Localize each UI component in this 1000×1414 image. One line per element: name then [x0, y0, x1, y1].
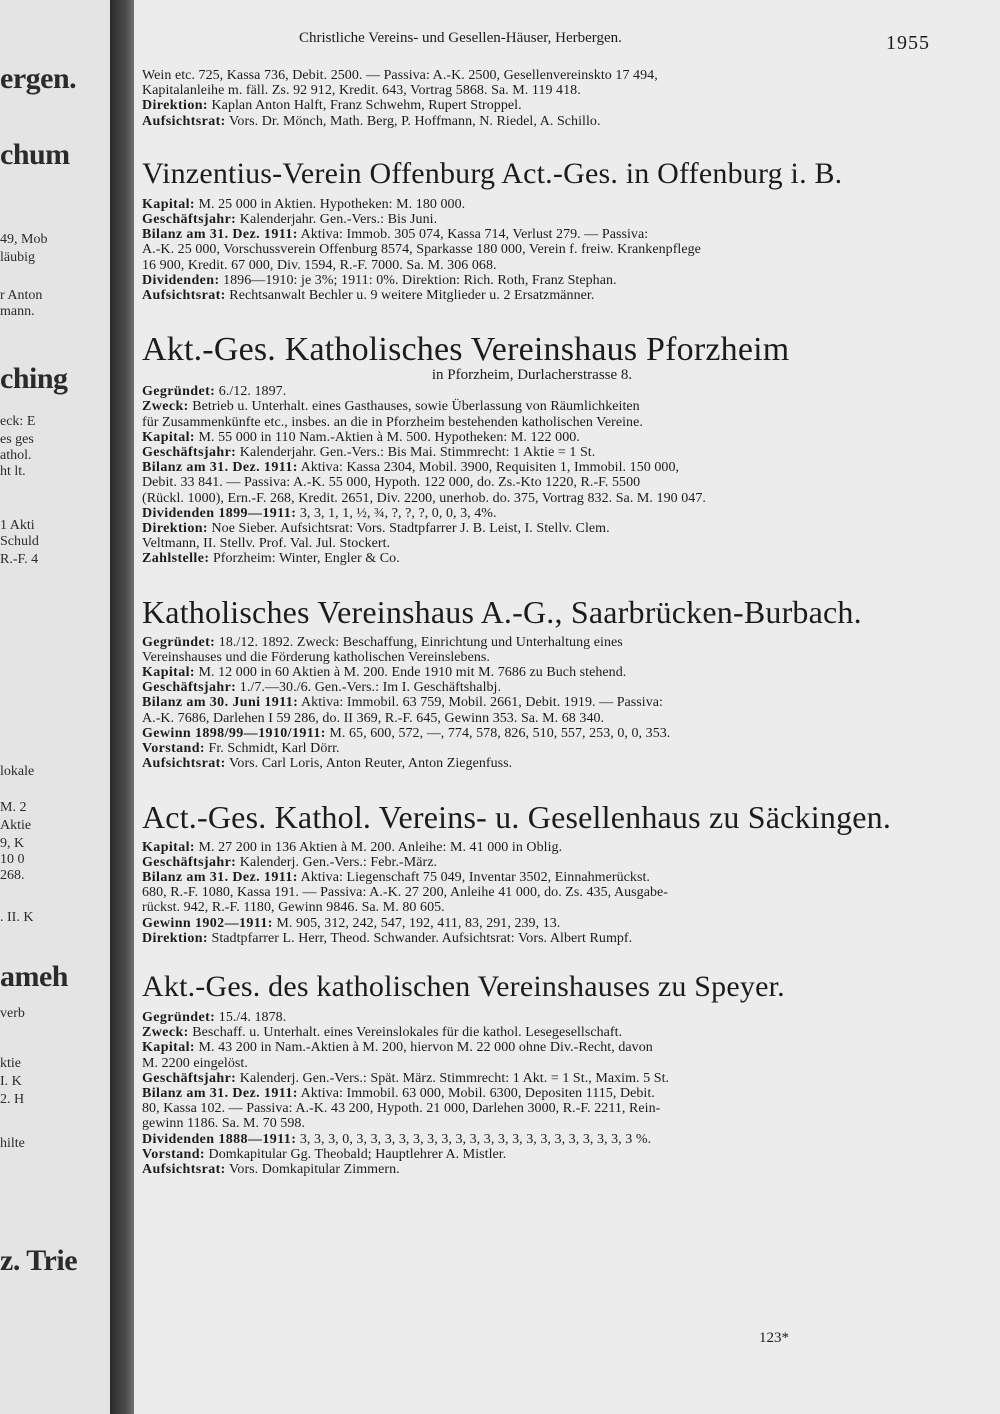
left-page-fragment: läubig	[0, 250, 35, 265]
entry-line	[142, 227, 934, 242]
entry-line	[142, 1025, 934, 1040]
field-text: Aktiva: Kassa 2304, Mobil. 3900, Requisiten 1, Immobil. 150 000,	[297, 460, 680, 476]
field-text: Rechtsanwalt Bechler u. 9 weitere Mitglieder u. 2 Ersatzmänner.	[225, 288, 595, 304]
field-text: Kalenderj. Gen.-Vers.: Spät. März. Stimmrecht: 1 Akt. = 1 St., Maxim. 5 St.	[236, 1070, 670, 1086]
entry-line	[142, 665, 934, 680]
right-page	[134, 0, 1000, 1414]
entry-line	[142, 650, 934, 665]
company-entry	[134, 595, 934, 772]
entry-line	[142, 1071, 934, 1086]
entry-line	[142, 197, 934, 212]
entry-title: Katholisches Vereinshaus A.-G., Saarbrücken-Burbach.	[142, 593, 862, 630]
left-page-fragment: chum	[0, 138, 70, 171]
field-text: Aktiva: Immobil. 63 000, Mobil. 6300, Depositen 1115, Debit.	[297, 1085, 655, 1101]
field-text: A.-K. 25 000, Vorschussverein Offenburg 8574, Sparkasse 180 000, Verein f. freiw. Krankenpflege	[142, 242, 701, 258]
entry-line	[142, 83, 934, 98]
field-label: Dividenden 1888—1911:	[142, 1131, 297, 1147]
entry-line	[142, 1162, 934, 1177]
entry-line	[142, 870, 934, 885]
field-text: M. 25 000 in Aktien. Hypotheken: M. 180 000.	[194, 196, 466, 212]
entry-line	[142, 415, 934, 430]
field-text: Stadtpfarrer L. Herr, Theod. Schwander. Aufsichtsrat: Vors. Albert Rumpf.	[207, 930, 633, 946]
entry-line	[142, 460, 934, 475]
company-entry	[134, 333, 934, 566]
left-page-fragment: ktie	[0, 1056, 21, 1071]
field-text: rückst. 942, R.-F. 1180, Gewinn 9846. Sa. M. 80 605.	[142, 900, 445, 916]
left-page-fragment: z. Trie	[0, 1244, 78, 1277]
left-page-fragment: mann.	[0, 304, 35, 319]
field-label: Zweck:	[142, 1025, 189, 1041]
entries-column	[134, 68, 934, 1177]
entry-line	[142, 1086, 934, 1101]
left-page-margin	[0, 0, 112, 1414]
company-entry	[134, 800, 934, 946]
entry-line	[142, 635, 934, 650]
left-page-fragment: 10 0	[0, 852, 25, 867]
left-page-fragment: athol.	[0, 448, 32, 463]
field-label: Kapital:	[142, 665, 195, 681]
field-label: Zahlstelle:	[142, 551, 210, 567]
running-header	[134, 22, 1000, 52]
entry-line	[142, 521, 934, 536]
field-text: A.-K. 7686, Darlehen I 59 286, do. II 369, R.-F. 645, Gewinn 353. Sa. M. 68 340.	[142, 710, 605, 726]
entry-line	[142, 536, 934, 551]
entry-location: in Pforzheim, Durlacherstrasse 8.	[431, 367, 633, 384]
page-number: 1955	[886, 32, 930, 54]
entry-line	[142, 506, 934, 521]
field-text: Aktiva: Liegenschaft 75 049, Inventar 3502, Einnahmerückst.	[297, 869, 650, 885]
left-page-fragment: ching	[0, 362, 68, 395]
field-label: Aufsichtsrat:	[142, 288, 226, 304]
field-text: 18./12. 1892. Zweck: Beschaffung, Einrichtung und Unterhaltung eines	[215, 634, 623, 650]
field-text: Beschaff. u. Unterhalt. eines Vereinslokales für die kathol. Lesegesellschaft.	[188, 1025, 623, 1041]
entry-title: Akt.-Ges. Katholisches Vereinshaus Pforzheim	[142, 331, 790, 369]
field-label: Bilanz am 31. Dez. 1911:	[142, 227, 298, 243]
entry-line	[142, 931, 934, 946]
field-text: 6./12. 1897.	[215, 384, 287, 400]
entry-line	[142, 445, 934, 460]
field-text: Kapitalanleihe m. fäll. Zs. 92 912, Kredit. 643, Vortrag 5868. Sa. M. 119 418.	[142, 83, 581, 99]
entry-line	[142, 551, 934, 566]
field-label: Direktion:	[142, 98, 208, 114]
left-page-fragment: . II. K	[0, 910, 34, 925]
left-page-fragment: r Anton	[0, 288, 43, 303]
left-page-fragment: Schuld	[0, 534, 39, 549]
field-text: Kaplan Anton Halft, Franz Schwehm, Rupert Stroppel.	[207, 98, 522, 114]
field-label: Geschäftsjahr:	[142, 445, 237, 461]
field-text: 3, 3, 3, 0, 3, 3, 3, 3, 3, 3, 3, 3, 3, 3, 3, 3, 3, 3, 3, 3, 3, 3, 3, 3 %.	[296, 1131, 652, 1147]
field-text: 15./4. 1878.	[215, 1009, 287, 1025]
field-label: Kapital:	[142, 839, 195, 855]
field-label: Bilanz am 31. Dez. 1911:	[142, 869, 298, 885]
field-text: M. 2200 eingelöst.	[142, 1055, 248, 1071]
entry-line	[142, 1056, 934, 1071]
field-label: Vorstand:	[142, 1146, 205, 1162]
field-text: (Rückl. 1000), Ern.-F. 268, Kredit. 2651, Div. 2200, unerhob. do. 375, Vortrag 832. Sa. M. 190 047.	[142, 490, 706, 506]
company-entry	[134, 157, 934, 303]
left-page-fragment: verb	[0, 1006, 25, 1021]
left-page-fragment: 268.	[0, 868, 25, 883]
field-text: 1./7.—30./6. Gen.-Vers.: Im I. Geschäftshalbj.	[236, 680, 502, 696]
left-page-fragment: 1 Akti	[0, 518, 35, 533]
entry-line	[142, 114, 934, 129]
field-label: Vorstand:	[142, 741, 205, 757]
field-label: Geschäftsjahr:	[142, 854, 237, 870]
left-page-fragment: 49, Mob	[0, 232, 48, 247]
entry-title: Akt.-Ges. des katholischen Vereinshauses zu Speyer.	[142, 969, 785, 1003]
running-title: Christliche Vereins- und Gesellen-Häuser, Herbergen.	[299, 30, 622, 46]
field-text: Aktiva: Immobil. 63 759, Mobil. 2661, Debit. 1919. — Passiva:	[298, 695, 663, 711]
field-label: Zweck:	[142, 399, 189, 415]
field-text: Kalenderjahr. Gen.-Vers.: Bis Mai. Stimmrecht: 1 Aktie = 1 St.	[236, 445, 596, 461]
entry-line	[142, 475, 934, 490]
field-label: Kapital:	[142, 1040, 195, 1056]
field-label: Kapital:	[142, 429, 195, 445]
field-text: M. 12 000 in 60 Aktien à M. 200. Ende 1910 mit M. 7686 zu Buch stehend.	[194, 665, 627, 681]
entry-line	[142, 68, 934, 83]
entry-line	[142, 1101, 934, 1116]
field-text: M. 27 200 in 136 Aktien à M. 200. Anleihe: M. 41 000 in Oblig.	[194, 839, 563, 855]
field-text: Vors. Domkapitular Zimmern.	[225, 1161, 400, 1177]
field-label: Bilanz am 31. Dez. 1911:	[142, 460, 298, 476]
entry-line	[142, 242, 934, 257]
field-label: Direktion:	[142, 521, 208, 537]
entry-line	[142, 491, 934, 506]
entry-line	[142, 726, 934, 741]
field-text: Vereinshauses und die Förderung katholischen Vereinslebens.	[142, 649, 490, 665]
field-text: Vors. Carl Loris, Anton Reuter, Anton Ziegenfuss.	[225, 756, 513, 772]
entry-line	[142, 855, 934, 870]
field-label: Direktion:	[142, 930, 208, 946]
field-text: Betrieb u. Unterhalt. eines Gasthauses, sowie Überlassung von Räumlichkeiten	[188, 399, 640, 415]
entry-line	[142, 711, 934, 726]
field-text: M. 65, 600, 572, —, 774, 578, 826, 510, 557, 253, 0, 0, 353.	[325, 725, 671, 741]
field-label: Aufsichtsrat:	[142, 1161, 226, 1177]
field-text: Pforzheim: Winter, Engler & Co.	[209, 551, 400, 567]
field-label: Dividenden:	[142, 272, 220, 288]
field-text: gewinn 1186. Sa. M. 70 598.	[142, 1116, 305, 1132]
entry-line	[142, 756, 934, 771]
entry-title: Vinzentius-Verein Offenburg Act.-Ges. in Offenburg i. B.	[142, 156, 843, 190]
field-text: Fr. Schmidt, Karl Dörr.	[204, 741, 340, 757]
entry-line	[142, 430, 934, 445]
field-label: Gewinn 1902—1911:	[142, 915, 273, 931]
entry-line	[142, 695, 934, 710]
field-text: 3, 3, 1, 1, ½, ¾, ?, ?, ?, 0, 0, 3, 4%.	[296, 505, 497, 521]
entry-line	[142, 900, 934, 915]
field-text: Kalenderjahr. Gen.-Vers.: Bis Juni.	[236, 212, 438, 228]
field-label: Geschäftsjahr:	[142, 1070, 237, 1086]
field-label: Bilanz am 30. Juni 1911:	[142, 695, 299, 711]
field-label: Gegründet:	[142, 634, 216, 650]
field-text: Wein etc. 725, Kassa 736, Debit. 2500. — Passiva: A.-K. 2500, Gesellenvereinskto 17 494,	[142, 68, 658, 83]
left-page-fragment: ameh	[0, 960, 68, 993]
field-label: Gewinn 1898/99—1910/1911:	[142, 725, 326, 741]
field-label: Dividenden 1899—1911:	[142, 505, 297, 521]
left-page-fragment: hilte	[0, 1136, 25, 1151]
field-text: 680, R.-F. 1080, Kassa 191. — Passiva: A.-K. 27 200, Anleihe 41 000, do. Zs. 435, Ausgabe-	[142, 885, 669, 901]
field-text: Debit. 33 841. — Passiva: A.-K. 55 000, Hypoth. 122 000, do. Zs.-Kto 1220, R.-F. 5500	[142, 475, 641, 491]
field-text: Noe Sieber. Aufsichtsrat: Vors. Stadtpfarrer J. B. Leist, I. Stellv. Clem.	[207, 521, 610, 537]
field-text: Domkapitular Gg. Theobald; Hauptlehrer A. Mistler.	[204, 1146, 507, 1162]
entry-line	[142, 840, 934, 855]
entry-line	[142, 1010, 934, 1025]
entry-line	[142, 258, 934, 273]
field-text: für Zusammenkünfte etc., insbes. an die in Pforzheim bestehenden katholischen Vereine.	[142, 414, 643, 430]
field-label: Gegründet:	[142, 384, 216, 400]
left-page-fragment: ht lt.	[0, 464, 26, 479]
left-page-fragment: M. 2	[0, 800, 27, 815]
left-page-fragment: eck: E	[0, 414, 36, 429]
field-text: Kalenderj. Gen.-Vers.: Febr.-März.	[236, 854, 438, 870]
entry-line	[142, 1040, 934, 1055]
field-text: M. 43 200 in Nam.-Aktien à M. 200, hiervon M. 22 000 ohne Div.-Recht, davon	[194, 1040, 653, 1056]
field-text: M. 55 000 in 110 Nam.-Aktien à M. 500. Hypotheken: M. 122 000.	[194, 429, 580, 445]
entry-line	[142, 98, 934, 113]
left-page-fragment: 2. H	[0, 1092, 25, 1107]
entry-line	[142, 1132, 934, 1147]
entry-line	[142, 1116, 934, 1131]
field-label: Gegründet:	[142, 1009, 216, 1025]
field-text: 1896—1910: je 3%; 1911: 0%. Direktion: Rich. Roth, Franz Stephan.	[219, 272, 617, 288]
company-entry	[134, 68, 934, 129]
left-page-fragment: 9, K	[0, 836, 25, 851]
field-label: Aufsichtsrat:	[142, 113, 226, 129]
left-page-fragment: Aktie	[0, 818, 32, 833]
entry-line	[142, 273, 934, 288]
entry-line	[142, 288, 934, 303]
field-label: Kapital:	[142, 196, 195, 212]
entry-line	[142, 916, 934, 931]
left-page-fragment: lokale	[0, 764, 35, 779]
entry-line	[142, 680, 934, 695]
entry-line	[142, 212, 934, 227]
field-text: 80, Kassa 102. — Passiva: A.-K. 43 200, Hypoth. 21 000, Darlehen 3000, R.-F. 2211, Rein-	[142, 1101, 661, 1117]
left-page-fragment: I. K	[0, 1074, 22, 1089]
entry-title: Act.-Ges. Kathol. Vereins- u. Gesellenhaus zu Säckingen.	[142, 798, 892, 835]
entry-line	[142, 885, 934, 900]
field-text: 16 900, Kredit. 67 000, Div. 1594, R.-F. 7000. Sa. M. 306 068.	[142, 257, 497, 273]
field-label: Bilanz am 31. Dez. 1911:	[142, 1085, 298, 1101]
left-page-fragment: es ges	[0, 432, 34, 447]
field-text: Veltmann, II. Stellv. Prof. Val. Jul. Stockert.	[142, 536, 391, 552]
field-label: Aufsichtsrat:	[142, 756, 226, 772]
field-label: Geschäftsjahr:	[142, 212, 237, 228]
entry-line	[142, 741, 934, 756]
field-text: M. 905, 312, 242, 547, 192, 411, 83, 291, 239, 13.	[272, 915, 561, 931]
left-page-fragment: R.-F. 4	[0, 552, 39, 567]
entry-line	[142, 384, 934, 399]
field-text: Vors. Dr. Mönch, Math. Berg, P. Hoffmann, N. Riedel, A. Schillo.	[225, 113, 601, 129]
company-entry	[134, 970, 934, 1177]
left-page-fragment: ergen.	[0, 62, 77, 95]
field-text: Aktiva: Immob. 305 074, Kassa 714, Verlust 279. — Passiva:	[297, 227, 649, 243]
entry-line	[142, 399, 934, 414]
field-label: Geschäftsjahr:	[142, 680, 237, 696]
signature-mark: 123*	[759, 1330, 789, 1346]
entry-line	[142, 1147, 934, 1162]
